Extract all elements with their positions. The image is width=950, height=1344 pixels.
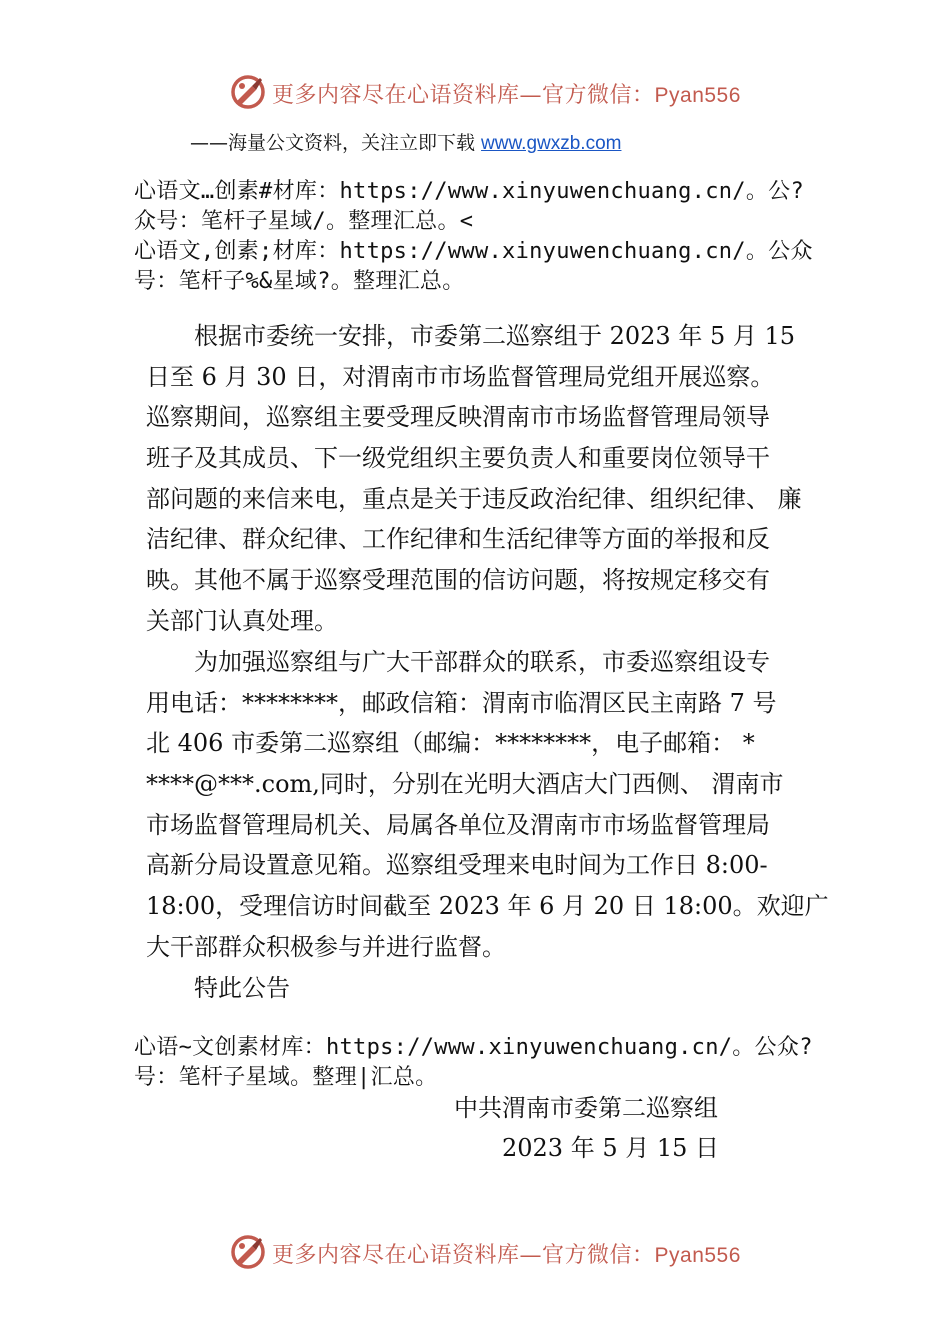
paragraph-line: 巡察期间，巡察组主要受理反映渭南市市场监督管理局领导: [146, 403, 770, 432]
paragraph-line: 关部门认真处理。: [146, 606, 338, 635]
paragraph-line: 部问题的来信来电，重点是关于违反政治纪律、组织纪律、 廉: [146, 484, 802, 513]
paragraph-line: 大干部群众积极参与并进行监督。: [146, 932, 506, 961]
paragraph-line: 北 406 市委第二巡察组（邮编：********，电子邮箱： *: [146, 729, 755, 758]
watermark-line: 号：笔杆子%&星域?。整理汇总。: [134, 269, 465, 294]
watermark-line: 心语文…创素#材库：https://www.xinyuwenchuang.cn/。公?: [134, 179, 804, 204]
banner-text: 更多内容尽在心语资料库—官方微信：Pyan556: [272, 83, 741, 108]
paragraph-line: 映。其他不属于巡察受理范围的信访问题，将按规定移交有: [146, 566, 770, 595]
download-link[interactable]: www.gwxzb.com: [481, 133, 622, 154]
body-paragraph-2: [146, 642, 829, 1008]
paragraph-line: 高新分局设置意见箱。巡察组受理来电时间为工作日 8:00-: [146, 851, 768, 880]
paragraph-line: 班子及其成员、下一级党组织主要负责人和重要岗位领导干: [146, 444, 770, 473]
watermark-line: 号：笔杆子星域。整理|汇总。: [134, 1065, 438, 1090]
paragraph-line: 用电话：********，邮政信箱：渭南市临渭区民主南路 7 号: [146, 688, 777, 717]
footer-banner: [0, 1230, 950, 1274]
closing-line: 特此公告: [194, 973, 290, 1002]
paragraph-line: 为加强巡察组与广大干部群众的联系，市委巡察组设专: [194, 648, 770, 676]
header-banner: [0, 70, 950, 114]
banner-wechat-id: Pyan556: [654, 1244, 741, 1267]
paragraph-line: 18:00，受理信访时间截至 2023 年 6 月 20 日 18:00。欢迎广: [146, 892, 829, 921]
paragraph-line: 洁纪律、群众纪律、工作纪律和生活纪律等方面的举报和反: [146, 525, 770, 554]
banner-wechat-id: Pyan556: [654, 84, 741, 107]
signature-date: 2023 年 5 月 15 日: [502, 1134, 720, 1162]
signature-org: 中共渭南市委第二巡察组: [454, 1094, 718, 1122]
paragraph-line: ****@***.com,同时，分别在光明大酒店大门西侧、 渭南市: [146, 770, 784, 799]
brand-logo-icon: [228, 1232, 268, 1272]
banner-text: 更多内容尽在心语资料库—官方微信：Pyan556: [272, 1243, 741, 1268]
subheader: ——海量公文资料，关注立即下载 www.gwxzb.com: [190, 132, 622, 154]
watermark-line: 心语文,创素;材库：https://www.xinyuwenchuang.cn/。公众: [134, 239, 813, 264]
watermark-line: 心语~文创素材库：https://www.xinyuwenchuang.cn/。公众?: [134, 1035, 813, 1060]
paragraph-line: 根据市委统一安排，市委第二巡察组于 2023 年 5 月 15: [194, 322, 796, 350]
watermark-line: 众号：笔杆子星域/。整理汇总。<: [134, 209, 474, 234]
paragraph-line: 日至 6 月 30 日，对渭南市市场监督管理局党组开展巡察。: [146, 362, 775, 391]
paragraph-line: 市场监督管理局机关、局属各单位及渭南市市场监督管理局: [146, 810, 770, 839]
body-paragraph-1: [146, 316, 826, 642]
brand-logo-icon: [228, 72, 268, 112]
